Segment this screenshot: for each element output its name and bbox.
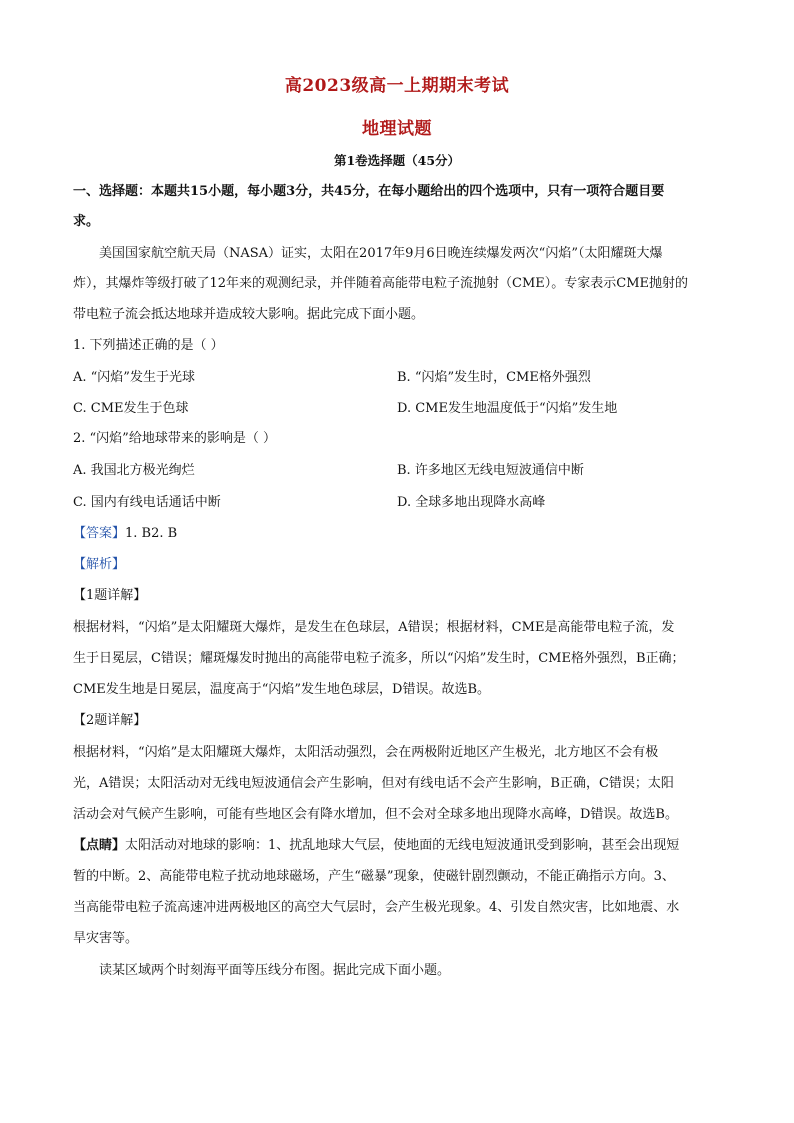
question-2-option-c: C. 国内有线电话通话中断 xyxy=(73,495,221,510)
question-2-option-a: A. 我国北方极光绚烂 xyxy=(73,463,195,478)
detail-2-line-2: 光，A错误；太阳活动对无线电短波通信会产生影响，但对有线电话不会产生影响，B正确，C错误；太阳 xyxy=(73,776,674,791)
question-1-option-d: D. CME发生地温度低于“闪焰”发生地 xyxy=(397,401,618,416)
detail-2-label: 【2题详解】 xyxy=(73,713,147,728)
points-line-3: 当高能带电粒子流高速冲进两极地区的高空大气层时，会产生极光现象。4、引发自然灾害，比如地震、水 xyxy=(73,900,680,915)
passage1-line-3: 带电粒子流会抵达地球并造成较大影响。据此完成下面小题。 xyxy=(73,307,425,322)
detail-1-line-1: 根据材料，“闪焰”是太阳耀斑大爆炸，是发生在色球层，A错误；根据材料，CME是高能带电粒子流，发 xyxy=(73,620,675,635)
question-2-option-b: B. 许多地区无线电短波通信中断 xyxy=(397,463,584,478)
detail-1-line-2: 生于日冕层，C错误；耀斑爆发时抛出的高能带电粒子流多，所以“闪焰”发生时，CME格外强烈，B正确； xyxy=(73,651,685,666)
points-label: 【点睛】 xyxy=(73,838,126,853)
passage2-line-1: 读某区域两个时刻海平面等压线分布图。据此完成下面小题。 xyxy=(99,963,451,978)
points-line-1: 太阳活动对地球的影响：1、扰乱地球大气层，使地面的无线电短波通讯受到影响，甚至会出现短 xyxy=(125,838,680,853)
detail-2-line-1: 根据材料，“闪焰”是太阳耀斑大爆炸，太阳活动强烈，会在两极附近地区产生极光，北方地区不会有极 xyxy=(73,745,659,760)
points-line-4: 旱灾害等。 xyxy=(73,931,139,946)
detail-2-line-3: 活动会对气候产生影响，可能有些地区会有降水增加，但不会对全球多地出现降水高峰，D错误。故选B。 xyxy=(73,807,678,822)
section-heading: 第1卷选择题（45分） xyxy=(333,153,461,168)
instructions-line-1: 一、选择题：本题共15小题，每小题3分，共45分，在每小题给出的四个选项中，只有一项符合题目要 xyxy=(73,184,665,199)
detail-1-label: 【1题详解】 xyxy=(73,588,147,603)
passage1-line-1: 美国国家航空航天局（NASA）证实，太阳在2017年9月6日晚连续爆发两次“闪焰”（太阳耀斑大爆 xyxy=(99,246,663,261)
detail-1-line-3: CME发生地是日冕层，温度高于“闪焰”发生地色球层，D错误。故选B。 xyxy=(73,682,491,697)
answer-row xyxy=(73,525,177,543)
points-line-2: 暂的中断。2、高能带电粒子扰动地球磁场，产生“磁暴”现象，使磁针剧烈颤动，不能正确指示方向。3、 xyxy=(73,869,675,884)
exam-title: 高2023级高一上期期末考试 xyxy=(284,76,510,96)
question-1-stem: 1. 下列描述正确的是（ ） xyxy=(73,338,224,353)
answer-text: 1. B2. B xyxy=(125,526,178,541)
subject-title: 地理试题 xyxy=(362,119,432,139)
passage1-line-2: 炸），其爆炸等级打破了12年来的观测纪录，并伴随着高能带电粒子流抛射（CME）。专家表示CME抛射的 xyxy=(73,276,689,291)
analysis-label: 【解析】 xyxy=(73,557,126,572)
question-2-option-d: D. 全球多地出现降水高峰 xyxy=(397,495,546,510)
question-1-option-c: C. CME发生于色球 xyxy=(73,401,189,416)
points-row xyxy=(73,837,679,855)
question-2-stem: 2. “闪焰”给地球带来的影响是（ ） xyxy=(73,431,276,446)
answer-label: 【答案】 xyxy=(73,526,126,541)
question-1-option-a: A. “闪焰”发生于光球 xyxy=(73,370,195,385)
instructions-line-2: 求。 xyxy=(73,214,100,229)
question-1-option-b: B. “闪焰”发生时，CME格外强烈 xyxy=(397,370,591,385)
